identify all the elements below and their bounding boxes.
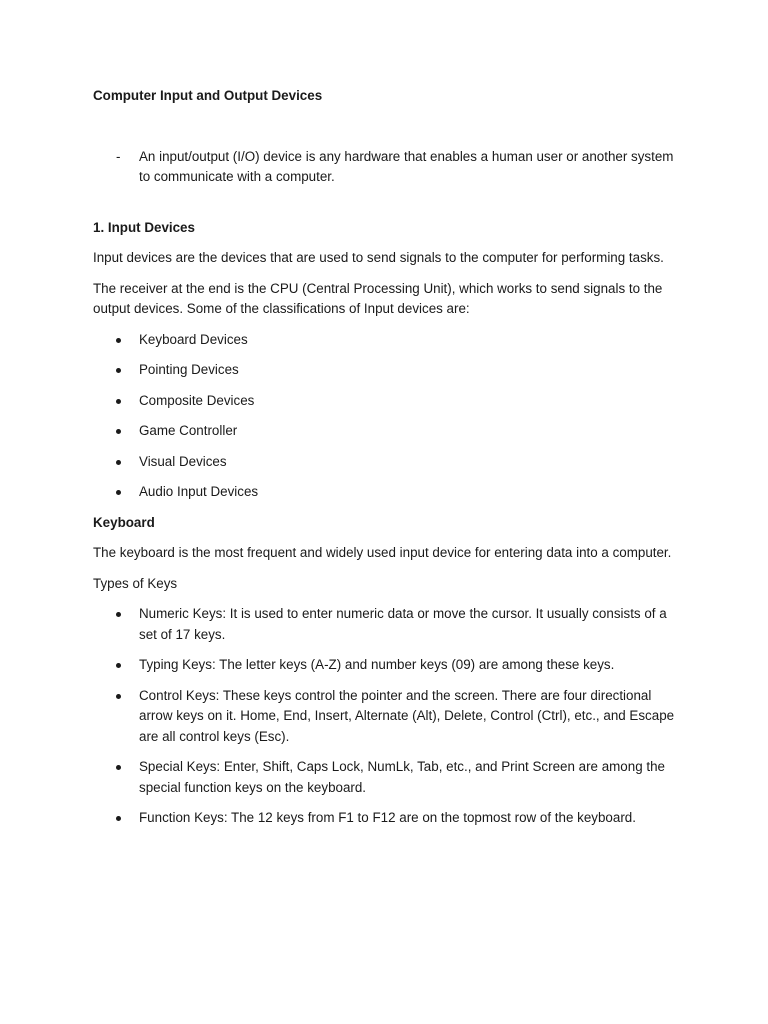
bullet-icon	[116, 399, 121, 404]
list-item	[93, 452, 683, 473]
list-item-text: Audio Input Devices	[139, 484, 259, 499]
bullet-icon	[116, 765, 121, 770]
bullet-icon	[116, 663, 121, 668]
list-item	[93, 482, 683, 503]
document-title: Computer Input and Output Devices	[93, 88, 323, 103]
types-of-keys-label: Types of Keys	[93, 575, 178, 591]
list-item-text: Composite Devices	[139, 392, 255, 408]
document-content	[93, 86, 683, 839]
bullet-icon	[116, 338, 121, 343]
intro-text: An input/output (I/O) device is any hardware that enables a human user or another system to communicate with a computer.	[139, 148, 674, 184]
keyboard-heading: Keyboard	[93, 514, 155, 530]
key-types-list	[93, 604, 683, 829]
keyboard-paragraph: The keyboard is the most frequent and widely used input device for entering data into a computer.	[93, 545, 672, 560]
input-devices-heading: 1. Input Devices	[93, 219, 195, 235]
list-item	[93, 808, 683, 829]
list-item-text: Typing Keys: The letter keys (A-Z) and number keys (09) are among these keys.	[139, 657, 615, 672]
input-devices-paragraph-2: The receiver at the end is the CPU (Central Processing Unit), which works to send signals to the output devices. Some of the classifications of Input devices are:	[93, 280, 663, 316]
list-item	[93, 391, 683, 412]
bullet-icon	[116, 460, 121, 465]
intro-list	[93, 147, 683, 188]
list-item	[93, 757, 683, 798]
list-item-text: Keyboard Devices	[139, 331, 248, 347]
list-item	[93, 686, 683, 748]
list-item-text: Pointing Devices	[139, 362, 239, 377]
intro-item	[93, 147, 683, 188]
list-item	[93, 330, 683, 351]
list-item	[93, 604, 683, 645]
list-item	[93, 421, 683, 442]
list-item	[93, 655, 683, 676]
bullet-icon	[116, 816, 121, 821]
input-device-classifications-list	[93, 330, 683, 503]
bullet-icon	[116, 612, 121, 617]
dash-marker: -	[116, 148, 121, 164]
bullet-icon	[116, 368, 121, 373]
list-item-text: Visual Devices	[139, 453, 227, 469]
list-item-text: Numeric Keys: It is used to enter numeric data or move the cursor. It usually consists of a set of 17 keys.	[139, 606, 667, 642]
bullet-icon	[116, 694, 121, 699]
list-item-text: Game Controller	[139, 423, 238, 438]
list-item-text: Function Keys: The 12 keys from F1 to F12 are on the topmost row of the keyboard.	[139, 810, 636, 825]
list-item-text: Control Keys: These keys control the pointer and the screen. There are four directional arrow keys on it. Home, End, Insert, Alternate (Alt), Delete, Control (Ctrl), etc., and Escape are all control keys (Esc).	[139, 687, 675, 744]
list-item	[93, 360, 683, 381]
bullet-icon	[116, 429, 121, 434]
list-item-text: Special Keys: Enter, Shift, Caps Lock, NumLk, Tab, etc., and Print Screen are among the special function keys on the keyboard.	[139, 759, 665, 795]
bullet-icon	[116, 490, 121, 495]
input-devices-paragraph-1: Input devices are the devices that are used to send signals to the computer for performing tasks.	[93, 250, 664, 265]
